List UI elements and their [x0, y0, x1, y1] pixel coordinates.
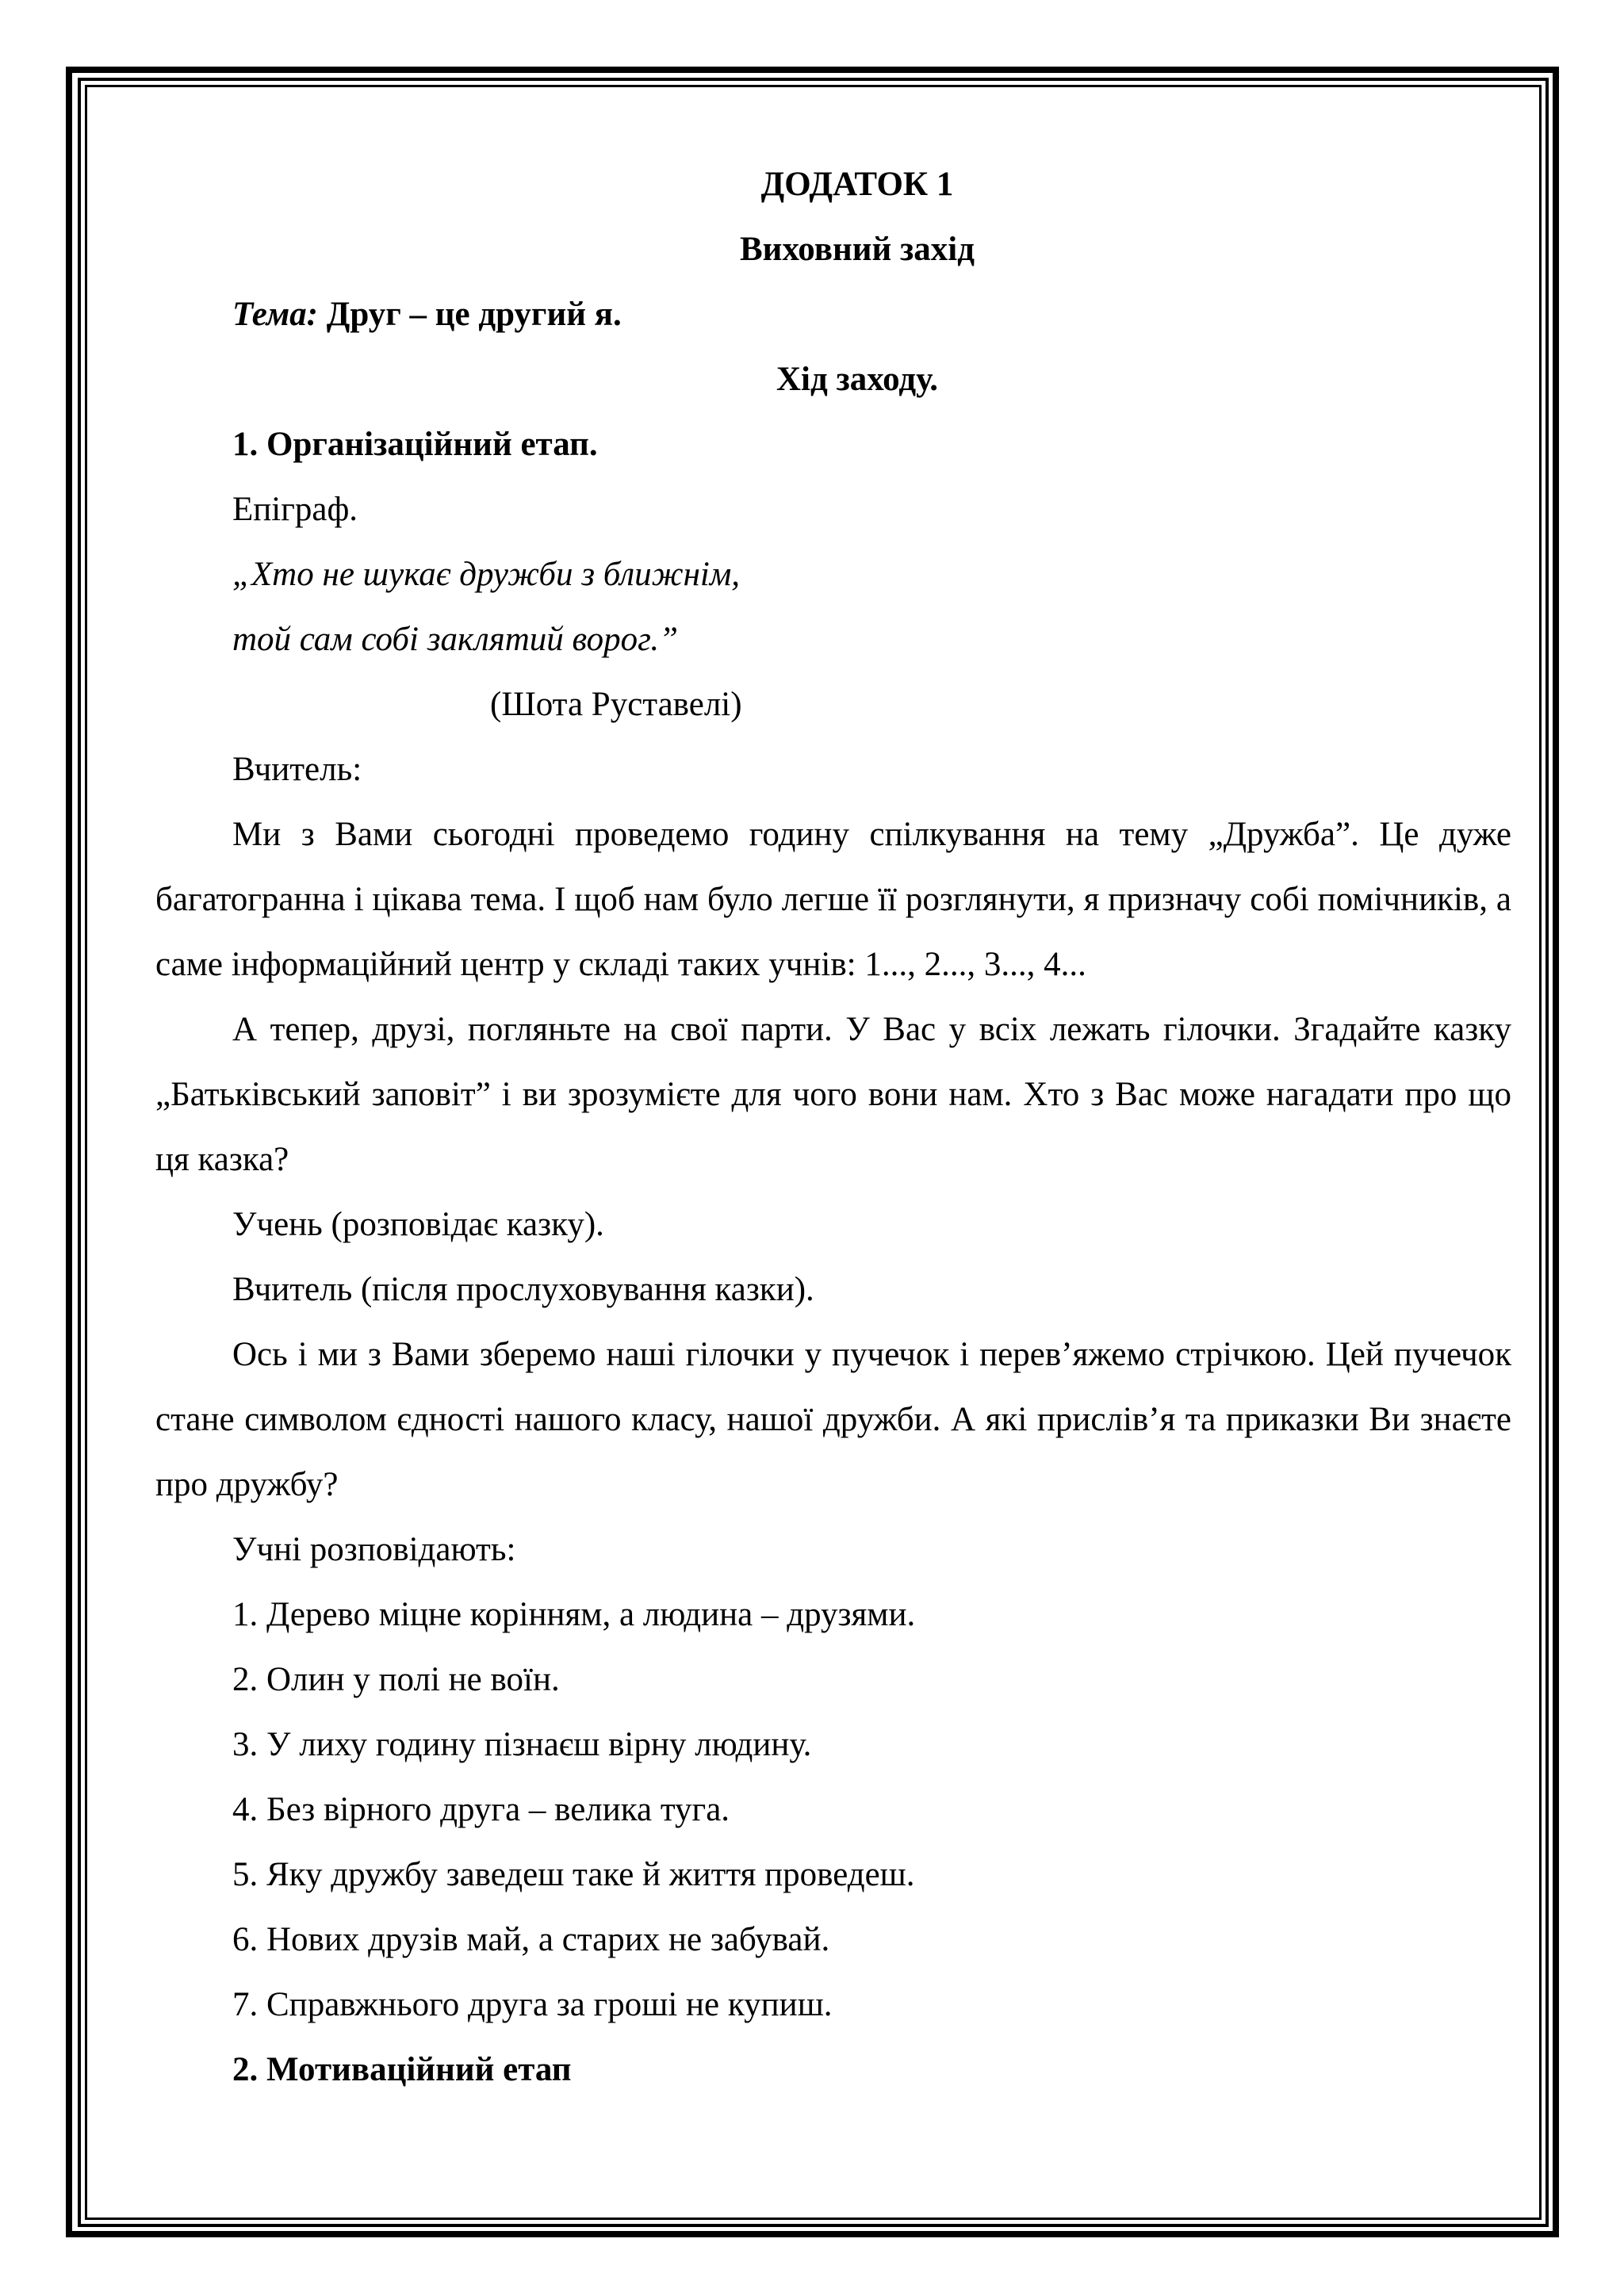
epigraph-line-2: той сам собі заклятий ворог.” [232, 621, 679, 658]
appendix-heading: ДОДАТОК 1 [760, 166, 954, 203]
proverb-item: 3. У лиху годину пізнаєш вірну людину. [232, 1726, 812, 1763]
topic-text: Друг – це другий я. [318, 296, 622, 333]
paragraph-1: Ми з Вами сьогодні проведемо годину спілкування на тему „Дружба”. Це дуже багатогранна і цікава тема. І щоб нам було легше її розглянути, я призначу собі помічників, а саме інформаційний центр у складі таких учнів: 1..., 2..., 3..., 4... [155, 816, 1511, 983]
course-heading: Хід заходу. [776, 361, 939, 398]
document-body [155, 152, 1511, 2103]
proverb-item: 4. Без вірного друга – велика туга. [232, 1791, 730, 1828]
epigraph-line-1: „Хто не шукає дружби з ближнім, [232, 556, 741, 593]
proverb-item: 6. Нових друзів май, а старих не забувай. [232, 1921, 830, 1958]
teacher-label: Вчитель: [232, 751, 362, 788]
section-2-heading: 2. Мотиваційний етап [232, 2051, 572, 2088]
topic-line [155, 282, 1511, 347]
topic-label: Тема: [232, 296, 319, 333]
event-title: Виховний захід [739, 231, 975, 268]
proverb-item: 2. Олин у полі не воїн. [232, 1661, 560, 1698]
proverb-item: 5. Яку дружбу заведеш таке й життя проведеш. [232, 1856, 915, 1893]
student-line: Учень (розповідає казку). [232, 1206, 604, 1243]
students-say-line: Учні розповідають: [232, 1531, 516, 1568]
proverb-item: 7. Справжнього друга за гроші не купиш. [232, 1986, 833, 2023]
teacher-after-line: Вчитель (після прослуховування казки). [232, 1271, 814, 1308]
section-1-heading: 1. Організаційний етап. [232, 426, 598, 463]
paragraph-3: Ось і ми з Вами зберемо наші гілочки у пучечок і перев’яжемо стрічкою. Цей пучечок стане символом єдності нашого класу, нашої дружби. А які прислів’я та приказки Ви знаєте про дружбу? [155, 1336, 1511, 1503]
epigraph-author: (Шота Руставелі) [490, 686, 742, 723]
proverb-item: 1. Дерево міцне корінням, а людина – друзями. [232, 1596, 916, 1633]
epigraph-label: Епіграф. [232, 491, 358, 528]
paragraph-2: А тепер, друзі, погляньте на свої парти. У Вас у всіх лежать гілочки. Згадайте казку „Батьківський заповіт” і ви зрозумієте для чого вони нам. Хто з Вас може нагадати про що ця казка? [155, 1011, 1511, 1178]
